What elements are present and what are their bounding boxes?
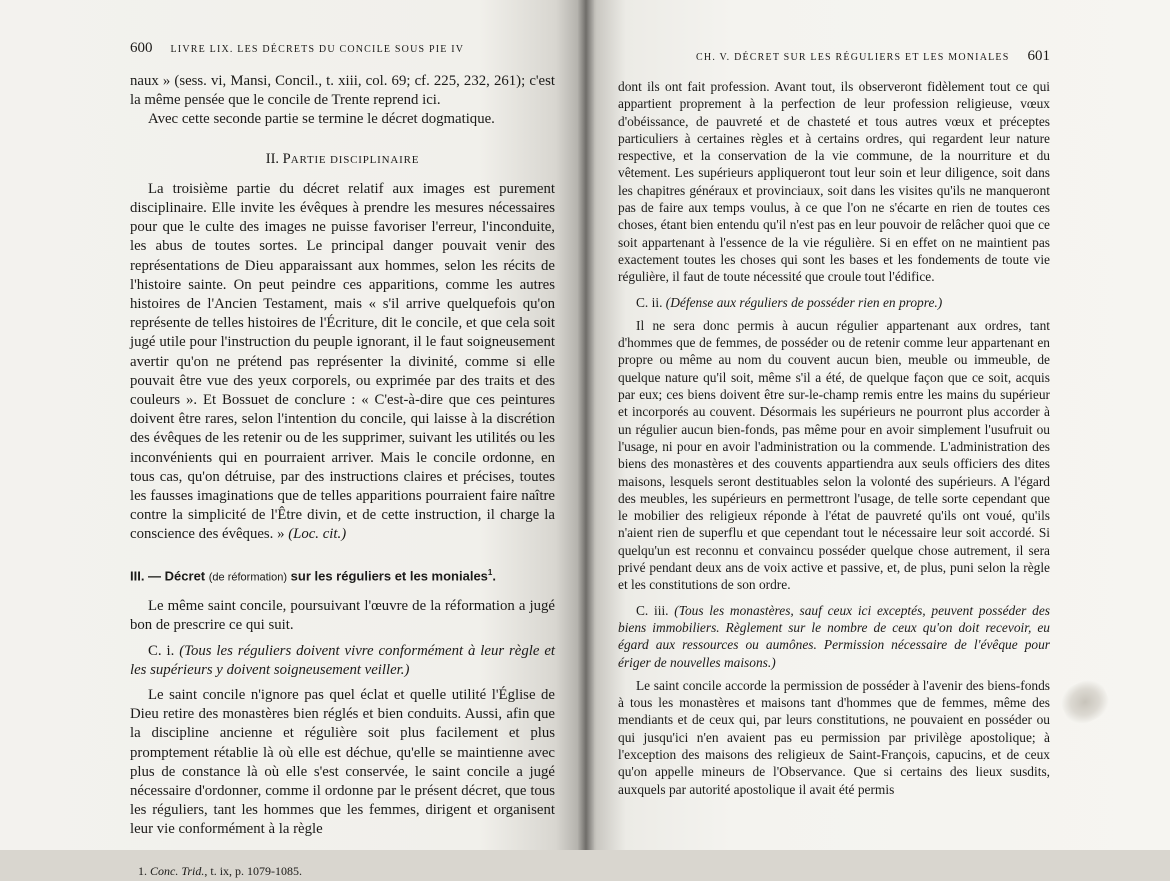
paragraph-continuation: naux » (sess. vi, Mansi, Concil., t. xiii, col. 69; cf. 225, 232, 261); c'est la même pensée que le concile de Trente reprend ici. — [130, 73, 555, 109]
footnote — [130, 862, 555, 881]
right-body — [618, 78, 1050, 798]
heading-decree-a: III. — Décret — [130, 568, 206, 583]
paragraph-intro: Le même saint concile, poursuivant l'œuvre de la réformation a jugé bon de prescrire ce qui suit. — [130, 598, 555, 634]
chapter-3-title: (Tous les monastères, sauf ceux ici exceptés, peuvent posséder des biens immobiliers. Règlement sur le nombre de ceux qu'on doit recevoir, eu égard aux ressources ou aumônes. Permission nécessaire de l'évêque pour ériger de nouvelles maisons.) — [618, 602, 1050, 670]
left-body — [130, 72, 555, 881]
chapter-3-text: Le saint concile accorde la permission de posséder à l'avenir des biens-fonds à tous les monastères et maisons tant d'hommes que de femmes, même des mendiants et de ceux qui, par leurs constitutions, ne pouvaient en posséder ou qui jusqu'ici n'en avaient pas eu permission par privilège apostolique; à l'exception des maisons des religieux de Saint-François, capucins, et de ceux qu'on appelle mineurs de l'Observance. Que si certains des lieux susdits, auxquels par autorité apostolique il avait été permis — [618, 677, 1050, 797]
section-title-rest: ARTIE DISCIPLINAIRE — [290, 153, 420, 166]
left-page — [0, 0, 585, 878]
paragraph-dogmatic-end: Avec cette seconde partie se termine le décret dogmatique. — [148, 111, 495, 128]
chapter-1-label: C. i. — [148, 642, 175, 659]
footnote-reference: , t. ix, p. 1079-1085. — [204, 863, 303, 878]
heading-decree-dot: . — [492, 568, 496, 583]
heading-footnote-mark: 1 — [487, 567, 493, 577]
left-page-number: 600 — [130, 40, 153, 56]
chapter-2-text: Il ne sera donc permis à aucun régulier appartenant aux ordres, tant d'hommes que de femmes, de posséder ou de retenir comme leur appartenant en propre ou même au nom du couvent aucun bien, meuble ou immeuble, de quelque nature qu'il soit, même s'il a été, de quelque façon que ce soit, acquis par eux; ces biens doivent être sur-le-champ remis entre les mains du supérieur et incorporés au couvent. Désormais les supérieurs ne pourront plus accorder à un régulier aucun bien-fonds, pas même pour en avoir simplement l'usufruit ou l'usage, ni pour en avoir l'administration ou la commende. L'administration des biens des monastères et des couvents appartiendra aux seuls officiers des dites maisons, lesquels seront destituables selon la volonté des supérieurs. A l'égard des meubles, les supérieurs en permettront l'usage, de telle sorte cependant que le mobilier des religieux réponde à l'état de pauvreté qu'ils ont voué, qu'ils n'aient rien de superflu et que cependant tout le nécessaire leur soit accordé. Si quelqu'un est reconnu et convaincu posséder quelque chose autrement, il sera privé pendant deux ans de voix active et passive, et, de plus, puni selon la règle et les constitutions de son ordre. — [618, 317, 1050, 593]
chapter-2-title: (Défense aux réguliers de posséder rien en propre.) — [665, 294, 943, 310]
chapter-3-label: C. iii. — [636, 602, 669, 618]
section-title-disciplinary — [130, 150, 555, 170]
heading-decree-b: (de réformation) — [208, 571, 288, 583]
paragraph-disciplinary — [130, 180, 555, 545]
heading-decree-c: sur les réguliers et les moniales — [290, 568, 488, 583]
left-running-head — [130, 40, 555, 60]
book-gutter — [578, 0, 594, 850]
chapter-1-title: (Tous les réguliers doivent vivre conformément à leur règle et les supérieurs y doivent soigneusement veiller.) — [130, 642, 556, 678]
right-running-head — [618, 48, 1050, 68]
right-running-title: CH. V. DÉCRET SUR LES RÉGULIERS ET LES MONIALES — [696, 52, 1010, 63]
footnote-work: Conc. Trid. — [150, 863, 205, 878]
right-page-number: 601 — [1027, 48, 1050, 64]
section-title-main: II. P — [265, 150, 291, 167]
disciplinary-citation: (Loc. cit.) — [288, 526, 347, 543]
disciplinary-text: La troisième partie du décret relatif aux images est purement disciplinaire. Elle invite les évêques à prendre les mesures nécessaires pour que le culte des images ne puisse favoriser l'erreur, l'inconduite, les abus de toutes sortes. Le principal danger pouvait venir des représentations de Dieu apparaissant aux hommes, selon les récits de l'histoire sainte. On peut peindre ces apparitions, comme les autres histoires de l'Ancien Testament, mais « s'il arrive quelquefois qu'on représente de telles histoires de l'Écriture, dit le concile, et que cela soit jugé utile pour l'instruction du peuple ignorant, il le faut soigneusement avertir qu'on ne prétend pas représenter la divinité, comme si elle pouvait être vue des yeux corporels, ou exprimée par des traits et des couleurs ». Et Bossuet de conclure : « C'est-à-dire que ces peintures doivent être rares, selon l'intention du concile, qui laisse à la discrétion des évêques de les retenir ou de les supprimer, suivant les utilités ou les inconvénients qui en pourraient arriver. Mais le concile ordonne, en tous cas, qu'on détruise, par des instructions claires et précises, toutes les fausses imaginations que de telles apparitions pourraient faire naître contre la simplicité de l'Être divin, et de cette instruction, il charge la conscience des évêques. » — [130, 180, 555, 543]
chapter-2-label: C. ii. — [636, 294, 663, 310]
left-running-title: LIVRE LIX. LES DÉCRETS DU CONCILE SOUS PIE IV — [170, 44, 465, 55]
paragraph-continuation-right: dont ils ont fait profession. Avant tout, ils observeront fidèlement tout ce qui appartient proprement à la perfection de leur profession religieuse, vœux d'obéissance, de pauvreté et de chasteté et tous autres vœux et préceptes particuliers à certaines règles et à certains ordres, qui regardent leur nature respective, et la conservation de la vie commune, de la nourriture et du vêtement. Les supérieurs appliqueront tout leur soin et leur diligence, soit dans les chapitres généraux et provinciaux, soit dans les visites qu'ils ne manqueront pas de faire aux temps voulus, à ce que l'on ne s'écarte en rien de toutes ces choses, étant bien entendu qu'il n'est pas en leur pouvoir de relâcher quoi que ce soit appartenant à l'essence de la vie régulière. Si en effet on ne maintient pas exactement toutes les choses qui sont les bases et les fondements de toute vie régulière, il faut de toute nécessité que croule tout l'édifice. — [618, 79, 1050, 285]
chapter-1-text: Le saint concile n'ignore pas quel éclat et quelle utilité l'Église de Dieu retire des monastères bien réglés et bien conduits. Aussi, afin que la discipline ancienne et régulière soit plus facilement et plus promptement rétablie là où elle est déchue, qu'elle se maintienne avec plus de constance là où elle s'est conservée, le saint concile a jugé nécessaire d'ordonner, comme il ordonne par le présent décret, que tous les réguliers, tant les hommes que les femmes, dirigent et organisent leur vie conformément à la règle — [130, 687, 555, 838]
heading-decree-regulars — [130, 563, 555, 588]
footnote-number: 1. — [138, 863, 147, 878]
chapter-3-heading — [618, 602, 1050, 671]
chapter-2-heading — [618, 294, 1050, 311]
chapter-1-heading — [130, 642, 555, 680]
